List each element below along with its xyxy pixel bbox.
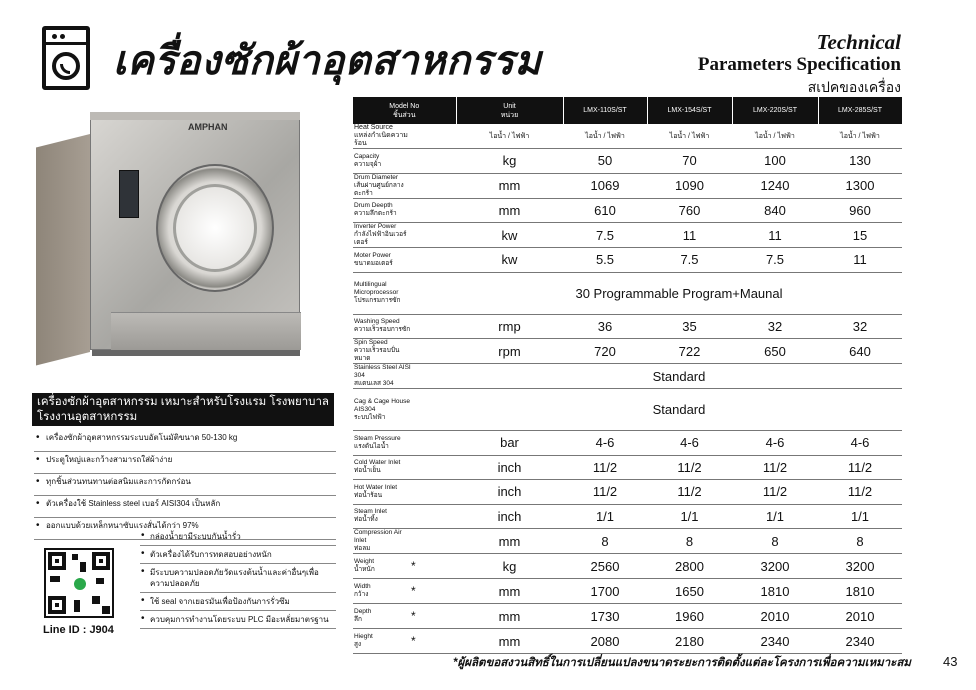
header-model-2: LMX-154S/ST [647, 97, 732, 124]
list-item: • กล่องน้ำยามีระบบกันน้ำรั่ว [140, 528, 336, 546]
page-title: เครื่องซักผ้าอุตสาหกรรม [113, 39, 542, 83]
row-unit: kw [456, 223, 563, 248]
row-value: 130 [818, 149, 902, 174]
technical-heading: Technical [816, 30, 901, 54]
row-label: Heat Source แหล่งกำเนิดความร้อน [353, 124, 411, 149]
row-value: 11/2 [563, 455, 647, 480]
list-item: • มีระบบความปลอดภัยวัดแรงต้นน้ำและค่าอื่นๆเพื่อความปลอดภัย [140, 564, 336, 593]
row-label: Cold Water Inlet ท่อน้ำเย็น [353, 455, 411, 480]
row-unit: mm [456, 198, 563, 223]
brand-label: AMPHAN [188, 122, 228, 132]
table-row [353, 529, 902, 554]
row-label: Moter Power ขนาดมอเตอร์ [353, 248, 411, 273]
header-unit: Unit หน่วย [456, 97, 563, 124]
feature-list [34, 430, 336, 540]
row-note-marker: * [411, 579, 456, 604]
row-value: 11 [732, 223, 818, 248]
row-value: 1069 [563, 173, 647, 198]
row-value: 11 [818, 248, 902, 273]
row-value: 11/2 [647, 455, 732, 480]
list-item: • ตัวเครื่องใช้ Stainless steel เบอร์ AISI304 เป็นหลัก [34, 496, 336, 518]
table-row [353, 364, 902, 389]
row-note-marker [411, 504, 456, 529]
row-label: Steam Inlet ท่อน้ำทิ้ง [353, 504, 411, 529]
row-value: 11/2 [732, 480, 818, 505]
row-value-span: Standard [456, 364, 902, 389]
row-value: 2340 [732, 629, 818, 654]
row-unit: mm [456, 579, 563, 604]
table-row [353, 554, 902, 579]
row-value: 1700 [563, 579, 647, 604]
list-item: • ใช้ seal จากเยอรมันเพื่อป้องกันการรั่วซึม [140, 593, 336, 611]
row-unit: ไอน้ำ / ไฟฟ้า [456, 124, 563, 149]
row-value: 760 [647, 198, 732, 223]
list-item: • ตัวเครื่องได้รับการทดสอบอย่างหนัก [140, 546, 336, 564]
row-value: 1300 [818, 173, 902, 198]
row-value-span: Standard [456, 389, 902, 431]
row-note-marker [411, 124, 456, 149]
row-value: ไอน้ำ / ไฟฟ้า [818, 124, 902, 149]
spec-subtitle: สเปคของเครื่อง [807, 79, 901, 95]
row-value: 100 [732, 149, 818, 174]
row-value: 720 [563, 339, 647, 364]
table-row [353, 272, 902, 314]
row-note-marker: * [411, 554, 456, 579]
row-value: 1/1 [818, 504, 902, 529]
row-label: Hot Water Inlet ท่อน้ำร้อน [353, 480, 411, 505]
row-note-marker [411, 248, 456, 273]
row-value: 11/2 [647, 480, 732, 505]
row-label: Weight น้ำหนัก [353, 554, 411, 579]
row-label: Drum Diameter เส้นผ่านศูนย์กลาง ตะกร้า [353, 173, 411, 198]
spec-table [353, 97, 903, 654]
row-label: Drum Deepth ความลึกตะกร้า [353, 198, 411, 223]
row-unit: mm [456, 529, 563, 554]
row-value: ไอน้ำ / ไฟฟ้า [563, 124, 647, 149]
row-note-marker [411, 455, 456, 480]
row-value: 610 [563, 198, 647, 223]
row-note-marker [411, 529, 456, 554]
row-unit: kg [456, 554, 563, 579]
row-value: 2340 [818, 629, 902, 654]
table-row [353, 223, 902, 248]
table-row [353, 149, 902, 174]
row-value: 70 [647, 149, 732, 174]
row-note-marker: * [411, 629, 456, 654]
row-note-marker [411, 339, 456, 364]
row-note-marker [411, 431, 456, 456]
row-value: 650 [732, 339, 818, 364]
table-row [353, 248, 902, 273]
row-value: 4-6 [647, 431, 732, 456]
table-row [353, 480, 902, 505]
row-note-marker [411, 389, 456, 431]
row-value: 722 [647, 339, 732, 364]
row-value: 36 [563, 314, 647, 339]
table-row [353, 629, 902, 654]
table-row [353, 604, 902, 629]
row-value: 7.5 [647, 248, 732, 273]
row-unit: inch [456, 455, 563, 480]
row-note-marker: * [411, 604, 456, 629]
washing-machine-icon [42, 26, 90, 90]
table-row [353, 314, 902, 339]
washing-machine-image [36, 112, 306, 362]
row-value: 2180 [647, 629, 732, 654]
line-qr-code[interactable] [44, 548, 114, 618]
row-value: 1240 [732, 173, 818, 198]
row-value: 8 [563, 529, 647, 554]
row-value: 3200 [818, 554, 902, 579]
row-value: 8 [818, 529, 902, 554]
table-row [353, 455, 902, 480]
row-value: 2010 [732, 604, 818, 629]
row-value: 2800 [647, 554, 732, 579]
table-row [353, 431, 902, 456]
parameters-heading: Parameters Specification [697, 54, 901, 75]
row-value: 1810 [818, 579, 902, 604]
product-caption: เครื่องซักผ้าอุตสาหกรรม เหมาะสำหรับโรงแรม โรงพยาบาล โรงงานอุตสาหกรรม [32, 393, 334, 426]
row-value: 1090 [647, 173, 732, 198]
table-row [353, 198, 902, 223]
row-note-marker [411, 223, 456, 248]
row-unit: bar [456, 431, 563, 456]
row-value: 7.5 [563, 223, 647, 248]
row-value-span: 30 Programmable Program+Maunal [456, 272, 902, 314]
table-header-row [353, 97, 902, 124]
row-label: Capacity ความจุผ้า [353, 149, 411, 174]
row-value: 3200 [732, 554, 818, 579]
row-note-marker [411, 149, 456, 174]
row-label: Hieght สูง [353, 629, 411, 654]
header-model-1: LMX-110S/ST [563, 97, 647, 124]
row-note-marker [411, 364, 456, 389]
row-value: 4-6 [732, 431, 818, 456]
row-label: Compression Air Inlet ท่อลม [353, 529, 411, 554]
row-unit: rpm [456, 339, 563, 364]
list-item: • ควบคุมการทำงานโดยระบบ PLC มีอะหลั่ยมาตรฐาน [140, 611, 336, 629]
row-unit: mm [456, 173, 563, 198]
row-value: ไอน้ำ / ไฟฟ้า [647, 124, 732, 149]
table-row [353, 504, 902, 529]
row-value: 8 [732, 529, 818, 554]
row-value: 1810 [732, 579, 818, 604]
row-value: 11/2 [818, 480, 902, 505]
table-row [353, 173, 902, 198]
row-value: 35 [647, 314, 732, 339]
row-label: Washing Speed ความเร็วรอบการซัก [353, 314, 411, 339]
list-item: • ประตูใหญ่และกว้างสามารถใส่ผ้าง่าย [34, 452, 336, 474]
row-value: 840 [732, 198, 818, 223]
row-value: 1650 [647, 579, 732, 604]
page-number: 43 [943, 654, 958, 669]
row-unit: inch [456, 504, 563, 529]
list-item: • ทุกชิ้นส่วนทนทานต่อสนิมและการกัดกร่อน [34, 474, 336, 496]
line-id: Line ID : J904 [43, 624, 114, 636]
row-value: 8 [647, 529, 732, 554]
row-value: 1/1 [563, 504, 647, 529]
row-unit: inch [456, 480, 563, 505]
table-row [353, 579, 902, 604]
row-label: Width กว้าง [353, 579, 411, 604]
row-value: 32 [732, 314, 818, 339]
row-value: ไอน้ำ / ไฟฟ้า [732, 124, 818, 149]
header-model-4: LMX-285S/ST [818, 97, 902, 124]
row-value: 50 [563, 149, 647, 174]
row-label: Spin Speed ความเร็วรอบปั่นหมาด [353, 339, 411, 364]
header-model-3: LMX-220S/ST [732, 97, 818, 124]
row-unit: rmp [456, 314, 563, 339]
row-label: Steam Pressure แรงดันไอน้ำ [353, 431, 411, 456]
row-label: Depth ลึก [353, 604, 411, 629]
control-panel [119, 170, 139, 218]
row-value: 7.5 [732, 248, 818, 273]
row-note-marker [411, 198, 456, 223]
row-value: 11/2 [563, 480, 647, 505]
list-item: • ออกแบบด้วยเหล็กหนาซับแรงสั่นได้กว่า 97% [34, 518, 336, 540]
table-row [353, 124, 902, 149]
row-value: 1960 [647, 604, 732, 629]
row-value: 11/2 [732, 455, 818, 480]
row-label: Stainless Steel AISI 304 สแตนเลส 304 [354, 364, 411, 387]
row-value: 960 [818, 198, 902, 223]
row-value: 2560 [563, 554, 647, 579]
row-value: 11 [647, 223, 732, 248]
row-unit: kg [456, 149, 563, 174]
header-model: Model No ชิ้นส่วน [353, 97, 456, 124]
row-unit: kw [456, 248, 563, 273]
row-value: 4-6 [818, 431, 902, 456]
row-value: 11/2 [818, 455, 902, 480]
table-row [353, 389, 902, 431]
row-value: 4-6 [563, 431, 647, 456]
row-label: Cag & Cage House AIS304 ระบบไฟฟ้า [353, 389, 411, 431]
row-value: 2080 [563, 629, 647, 654]
row-note-marker [411, 314, 456, 339]
row-value: 15 [818, 223, 902, 248]
row-value: 32 [818, 314, 902, 339]
footnote: *ผู้ผลิตขอสงวนสิทธิ์ในการเปลี่ยนแปลงขนาดระยะการติดตั้งแต่ละโครงการเพื่อความเหมาะสม [453, 657, 911, 669]
row-note-marker [411, 173, 456, 198]
feature-list-secondary [140, 528, 336, 629]
row-unit: mm [456, 629, 563, 654]
row-value: 1/1 [647, 504, 732, 529]
row-value: 2010 [818, 604, 902, 629]
row-unit: mm [456, 604, 563, 629]
row-note-marker [411, 272, 456, 314]
list-item: • เครื่องซักผ้าอุตสาหกรรมระบบอัตโนมัติขนาด 50-130 kg [34, 430, 336, 452]
row-value: 1/1 [732, 504, 818, 529]
row-label: Multilingual Microprocessor โปรแกรมการซัก [353, 272, 411, 314]
row-note-marker [411, 480, 456, 505]
table-row [353, 339, 902, 364]
row-value: 1730 [563, 604, 647, 629]
row-value: 640 [818, 339, 902, 364]
row-label: Inverter Power กำลังไฟฟ้าอินเวอร์เตอร์ [353, 223, 411, 248]
row-value: 5.5 [563, 248, 647, 273]
